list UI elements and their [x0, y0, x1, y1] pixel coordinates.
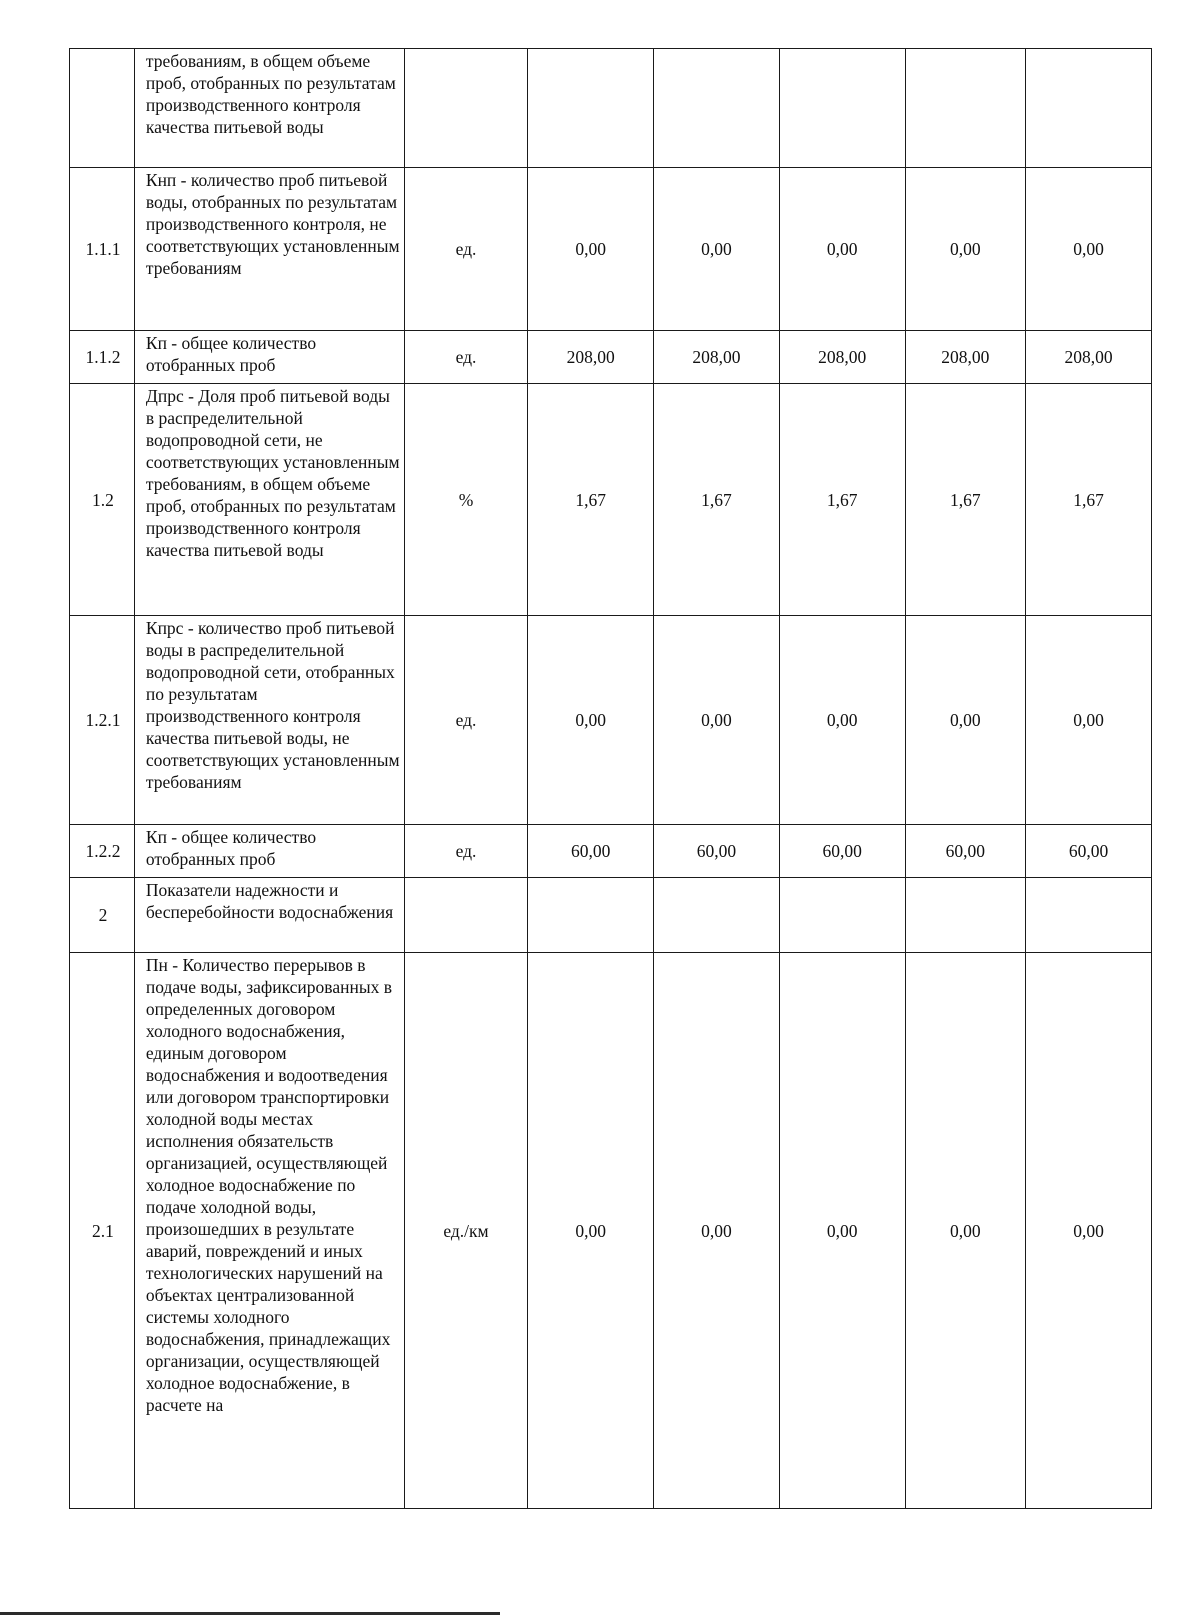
unit-cell: %: [404, 384, 528, 616]
value-cell: [654, 878, 780, 953]
value-cell: 1,67: [1026, 384, 1152, 616]
value-cell: 208,00: [1026, 331, 1152, 384]
row-number: [70, 49, 135, 168]
value-cell: 0,00: [528, 168, 654, 331]
value-cell: 0,00: [654, 168, 780, 331]
value-cell: [779, 878, 905, 953]
row-number: 2.1: [70, 953, 135, 1509]
value-cell: 0,00: [654, 953, 780, 1509]
unit-cell: ед.: [404, 825, 528, 878]
indicator-name: Кп - общее количество отобранных проб: [134, 331, 404, 384]
value-cell: 1,67: [779, 384, 905, 616]
value-cell: 60,00: [905, 825, 1026, 878]
value-cell: 0,00: [528, 616, 654, 825]
value-cell: 0,00: [654, 616, 780, 825]
value-cell: 0,00: [1026, 168, 1152, 331]
value-cell: 0,00: [905, 953, 1026, 1509]
row-number: 1.1.1: [70, 168, 135, 331]
value-cell: 208,00: [654, 331, 780, 384]
row-number: 1.2: [70, 384, 135, 616]
value-cell: 60,00: [1026, 825, 1152, 878]
table-row: [70, 168, 1152, 331]
unit-cell: ед.: [404, 331, 528, 384]
table-row: [70, 825, 1152, 878]
value-cell: 0,00: [1026, 953, 1152, 1509]
value-cell: [654, 49, 780, 168]
scan-edge-line: [0, 1612, 500, 1615]
value-cell: 0,00: [1026, 616, 1152, 825]
value-cell: [528, 878, 654, 953]
value-cell: 208,00: [905, 331, 1026, 384]
value-cell: [1026, 878, 1152, 953]
table-row: [70, 384, 1152, 616]
value-cell: 0,00: [779, 616, 905, 825]
row-number: 1.2.1: [70, 616, 135, 825]
value-cell: [905, 49, 1026, 168]
value-cell: 0,00: [779, 953, 905, 1509]
value-cell: 0,00: [905, 616, 1026, 825]
value-cell: 60,00: [654, 825, 780, 878]
indicator-name: Кнп - количество проб питьевой воды, отобранных по результатам производственного контроля, не соответствующих установленным требованиям: [134, 168, 404, 331]
indicator-name: требованиям, в общем объеме проб, отобранных по результатам производственного контроля качества питьевой воды: [134, 49, 404, 168]
value-cell: 0,00: [905, 168, 1026, 331]
unit-cell: ед.: [404, 168, 528, 331]
value-cell: 60,00: [779, 825, 905, 878]
unit-cell: [404, 49, 528, 168]
unit-cell: ед./км: [404, 953, 528, 1509]
value-cell: 0,00: [779, 168, 905, 331]
indicator-name: Кп - общее количество отобранных проб: [134, 825, 404, 878]
indicator-name: Показатели надежности и бесперебойности водоснабжения: [134, 878, 404, 953]
value-cell: [1026, 49, 1152, 168]
table-row: [70, 49, 1152, 168]
table-row: [70, 953, 1152, 1509]
row-number: 1.2.2: [70, 825, 135, 878]
value-cell: 60,00: [528, 825, 654, 878]
unit-cell: [404, 878, 528, 953]
value-cell: 1,67: [905, 384, 1026, 616]
row-number: 2: [70, 878, 135, 953]
indicator-name: Пн - Количество перерывов в подаче воды, зафиксированных в определенных договором холодного водоснабжения, единым договором водоснабжения и водоотведения или договором транспортировки холодной воды местах исполнения обязательств организацией, осуществляющей холодное водоснабжение по подаче холодной воды, произошедших в результате аварий, повреждений и иных технологических нарушений на объектах централизованной системы холодного водоснабжения, принадлежащих организации, осуществляющей холодное водоснабжение, в расчете на: [134, 953, 404, 1509]
indicator-name: Кпрс - количество проб питьевой воды в распределительной водопроводной сети, отобранных по результатам производственного контроля качества питьевой воды, не соответствующих установленным требованиям: [134, 616, 404, 825]
value-cell: [779, 49, 905, 168]
unit-cell: ед.: [404, 616, 528, 825]
value-cell: 208,00: [528, 331, 654, 384]
row-number: 1.1.2: [70, 331, 135, 384]
indicators-table: [69, 48, 1152, 1509]
table-row: [70, 331, 1152, 384]
table-row: [70, 878, 1152, 953]
table-row: [70, 616, 1152, 825]
value-cell: 208,00: [779, 331, 905, 384]
value-cell: 0,00: [528, 953, 654, 1509]
value-cell: [528, 49, 654, 168]
value-cell: 1,67: [528, 384, 654, 616]
indicator-name: Дпрс - Доля проб питьевой воды в распределительной водопроводной сети, не соответствующих установленным требованиям, в общем объеме проб, отобранных по результатам производственного контроля качества питьевой воды: [134, 384, 404, 616]
value-cell: 1,67: [654, 384, 780, 616]
value-cell: [905, 878, 1026, 953]
